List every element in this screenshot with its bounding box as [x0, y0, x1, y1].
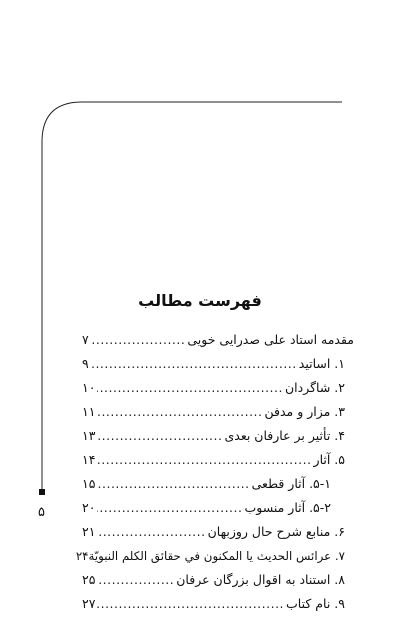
toc-dot-leader — [97, 474, 249, 494]
toc-entry-label: ۲. شاگردان — [284, 380, 345, 395]
toc-entry-page: ۲۵ — [82, 572, 96, 587]
toc-entry-label: ۵-۱. آثار قطعی — [251, 476, 331, 491]
toc-dot-leader — [97, 402, 262, 422]
toc-dot-leader — [97, 594, 284, 614]
toc-dot-leader — [97, 570, 174, 590]
toc-entry-label: ۵-۲. آثار منسوب — [244, 500, 331, 515]
toc-entry[interactable] — [75, 546, 345, 566]
toc-title: فهرست مطالب — [138, 291, 262, 310]
toc-entry-page: ۱۵ — [82, 476, 96, 491]
toc-entry-label: ۱. اساتید — [298, 356, 345, 371]
toc-entry[interactable] — [82, 402, 345, 422]
toc-entry[interactable] — [82, 522, 345, 542]
toc-dot-leader — [97, 378, 283, 398]
toc-dot-leader — [97, 450, 311, 470]
toc-entry[interactable] — [82, 330, 354, 350]
toc-entry-label: ۵. آثار — [313, 452, 345, 467]
toc-entry-label: مقدمه استاد علی صدرایی خویی — [187, 332, 354, 347]
toc-dot-leader — [91, 354, 297, 374]
toc-dot-leader — [97, 498, 242, 518]
toc-entry-label: ۳. مزار و مدفن — [264, 404, 345, 419]
toc-entry-label: ۶. منابع شرح حال روزبهان — [207, 524, 345, 539]
toc-entry[interactable] — [82, 450, 345, 470]
toc-entry-label: ۴. تأثیر بر عارفان بعدی — [224, 428, 345, 443]
toc-entry-label: ۷. عرائس الحدیث یا المکنون في حقائق الکلم النبویّة — [88, 549, 345, 563]
toc-entry-page: ۱۱ — [82, 404, 96, 419]
toc-entry-page: ۹ — [82, 356, 89, 371]
toc-entry[interactable] — [82, 378, 345, 398]
toc-entry[interactable] — [82, 570, 345, 590]
page-number: ۵ — [38, 505, 45, 520]
toc-entry-page: ۲۰ — [82, 500, 96, 515]
toc-entry[interactable] — [82, 594, 345, 614]
toc-entry-page: ۱۴ — [82, 452, 96, 467]
toc-entry[interactable] — [82, 354, 345, 374]
toc-dot-leader — [91, 330, 186, 350]
toc-entry-page: ۱۰ — [82, 380, 96, 395]
toc-entry[interactable] — [82, 426, 345, 446]
toc-dot-leader — [97, 522, 205, 542]
toc-entry[interactable] — [82, 498, 331, 518]
toc-entry-page: ۷ — [82, 332, 89, 347]
toc-entry-label: ۹. نام کتاب — [286, 596, 345, 611]
toc-entry-page: ۲۱ — [82, 524, 96, 539]
toc-dot-leader — [97, 426, 222, 446]
toc-entry-page: ۲۷ — [82, 596, 96, 611]
toc-entry-label: ۸. استناد به اقوال بزرگان عرفان — [176, 572, 345, 587]
toc-entry-page: ۲۴ — [75, 549, 89, 563]
toc-entry[interactable] — [82, 474, 331, 494]
toc-entry-page: ۱۳ — [82, 428, 96, 443]
page-marker-square — [39, 489, 45, 495]
